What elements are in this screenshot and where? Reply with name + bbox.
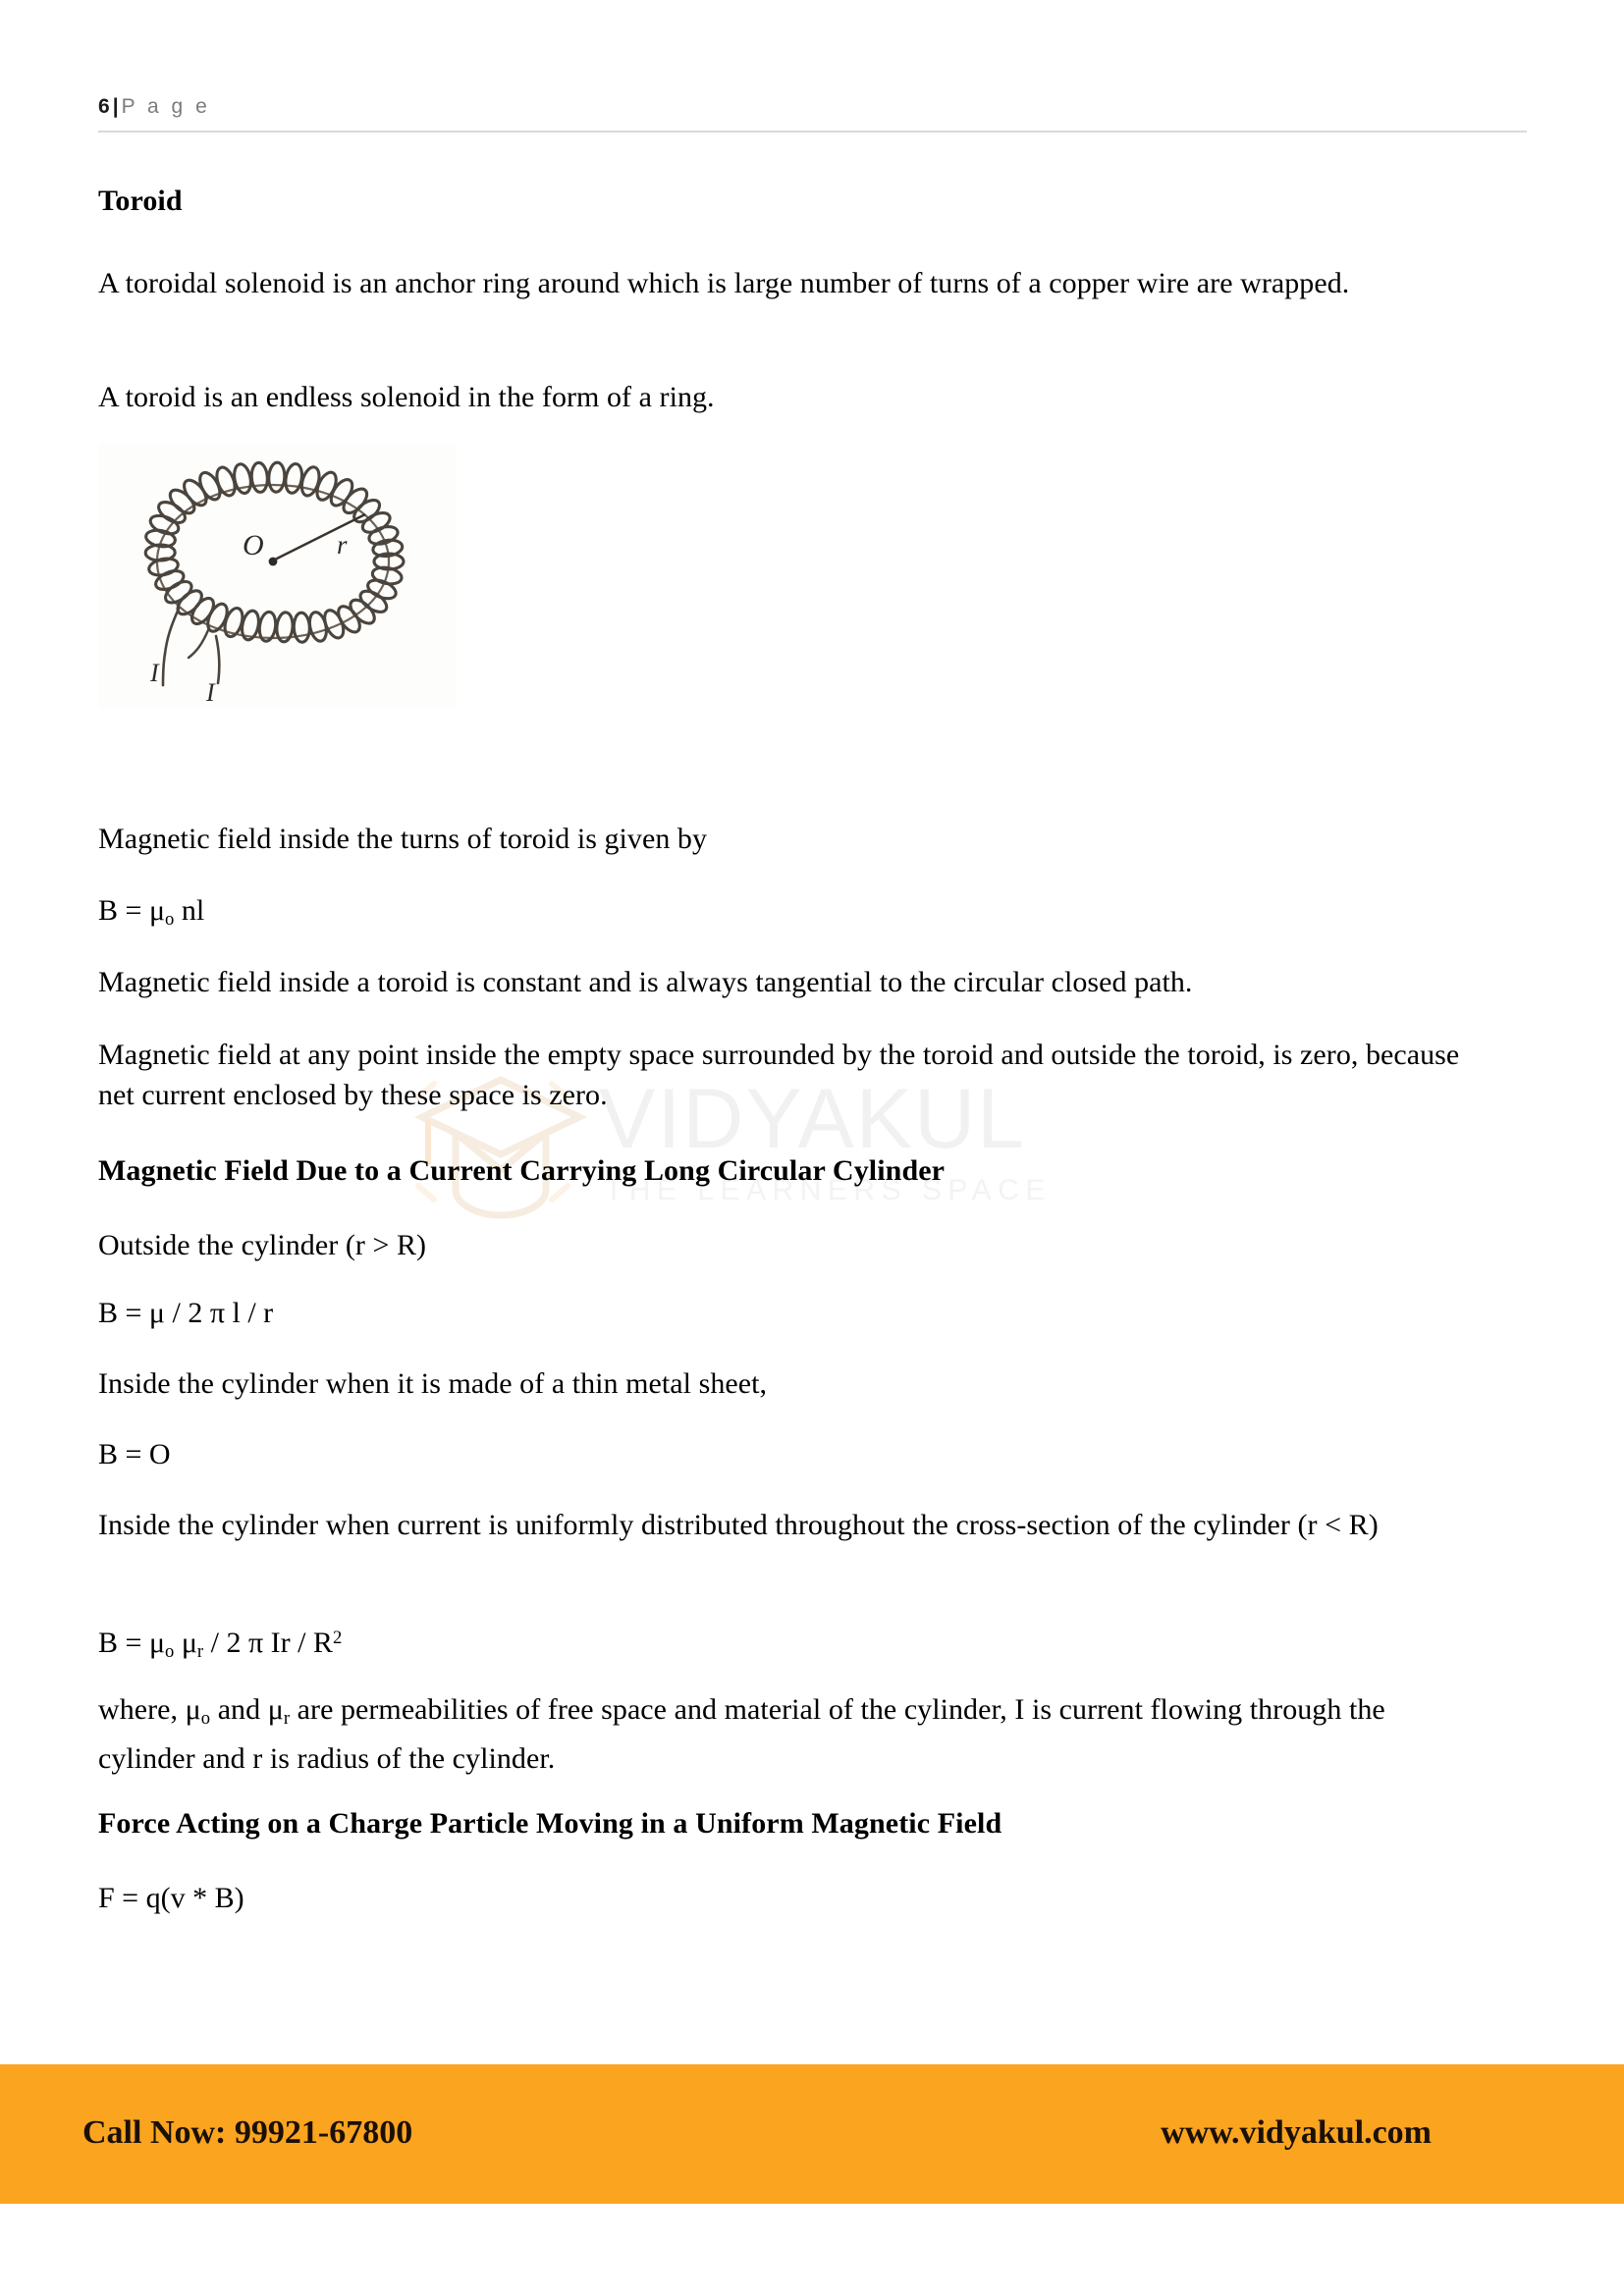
where-mu-r: μ [267, 1693, 284, 1726]
footer-phone-number[interactable]: Call Now: 99921-67800 [82, 2114, 413, 2151]
where-subscript-r: r [283, 1708, 291, 1730]
where-subscript-o: o [200, 1708, 211, 1730]
figure-current-label-bottom: I [206, 678, 215, 707]
formula-mur-mu-r: μ [181, 1626, 197, 1659]
formula-outside-cylinder: B = μ / 2 π l / r [98, 1297, 274, 1329]
formula-b-equals-zero: B = O [98, 1438, 171, 1470]
watermark-tagline: THE LEARNERS SPACE [605, 1174, 1052, 1206]
page-header [98, 94, 1528, 141]
formula-b-nl-prefix: B = [98, 894, 149, 927]
page-number: 6 [98, 95, 110, 118]
formula-mur-superscript-2: 2 [332, 1628, 343, 1648]
where-mu-zero: μ [185, 1693, 201, 1726]
paragraph-thin-metal-sheet: Inside the cylinder when it is made of a thin metal sheet, [98, 1367, 768, 1400]
formula-mur-middle: / 2 π Ir / R [203, 1626, 333, 1659]
figure-current-label-left: I [150, 659, 159, 687]
paragraph-field-constant: Magnetic field inside a toroid is constant and is always tangential to the circular closed path. [98, 966, 1193, 998]
page-separator: | [112, 95, 119, 118]
heading-cylinder: Magnetic Field Due to a Current Carrying Long Circular Cylinder [98, 1154, 946, 1187]
formula-mur-subscript-r: r [196, 1641, 204, 1663]
page-word: P a g e [121, 95, 211, 118]
formula-b-nl-subscript: o [165, 909, 175, 931]
where-and: and [210, 1693, 268, 1726]
heading-toroid: Toroid [98, 185, 183, 217]
paragraph-uniform-distribution: Inside the cylinder when current is uniformly distributed throughout the cross-section of the cylinder (r < R) [98, 1509, 1379, 1541]
heading-force-on-charge: Force Acting on a Charge Particle Moving in a Uniform Magnetic Field [98, 1807, 1002, 1840]
watermark-brand: VIDYAKUL [599, 1072, 1026, 1166]
formula-mur-prefix: B = [98, 1626, 149, 1659]
formula-b-mu-nl [98, 890, 1477, 939]
formula-lorentz-force: F = q(v * B) [98, 1882, 244, 1914]
figure-radius-label: r [337, 530, 348, 560]
formula-mur-space [174, 1627, 182, 1659]
toroid-drawing [98, 444, 457, 709]
formula-mur-mu-zero: μ [148, 1626, 166, 1659]
footer-bar [0, 2064, 1624, 2204]
paragraph-where-definitions [98, 1689, 1477, 1779]
where-suffix: are permeabilities of free space and material of the cylinder, I is current flowing through the cylinder and r is radius of the cylinder. [98, 1693, 1385, 1776]
paragraph-field-inside-turns: Magnetic field inside the turns of toroid is given by [98, 823, 708, 855]
where-prefix: where, [98, 1693, 186, 1726]
header-divider [98, 131, 1527, 133]
paragraph-toroid-definition: A toroidal solenoid is an anchor ring around which is large number of turns of a copper wire are wrapped. [98, 267, 1350, 299]
toroid-diagram-image [98, 444, 457, 709]
formula-mur-subscript-o: o [165, 1641, 175, 1663]
paragraph-field-zero: Magnetic field at any point inside the empty space surrounded by the toroid and outside the toroid, is zero, because net current enclosed by these space is zero. [98, 1039, 1460, 1111]
formula-mu-r-cylinder [98, 1618, 1477, 1672]
formula-b-nl-mu: μ [148, 894, 166, 927]
footer-website-link[interactable]: www.vidyakul.com [1161, 2114, 1432, 2151]
paragraph-endless-solenoid: A toroid is an endless solenoid in the form of a ring. [98, 381, 715, 413]
paragraph-outside-cylinder: Outside the cylinder (r > R) [98, 1229, 427, 1261]
formula-b-nl-suffix: nl [174, 894, 205, 927]
page-number-label [98, 94, 1528, 120]
figure-center-label: O [243, 529, 264, 561]
